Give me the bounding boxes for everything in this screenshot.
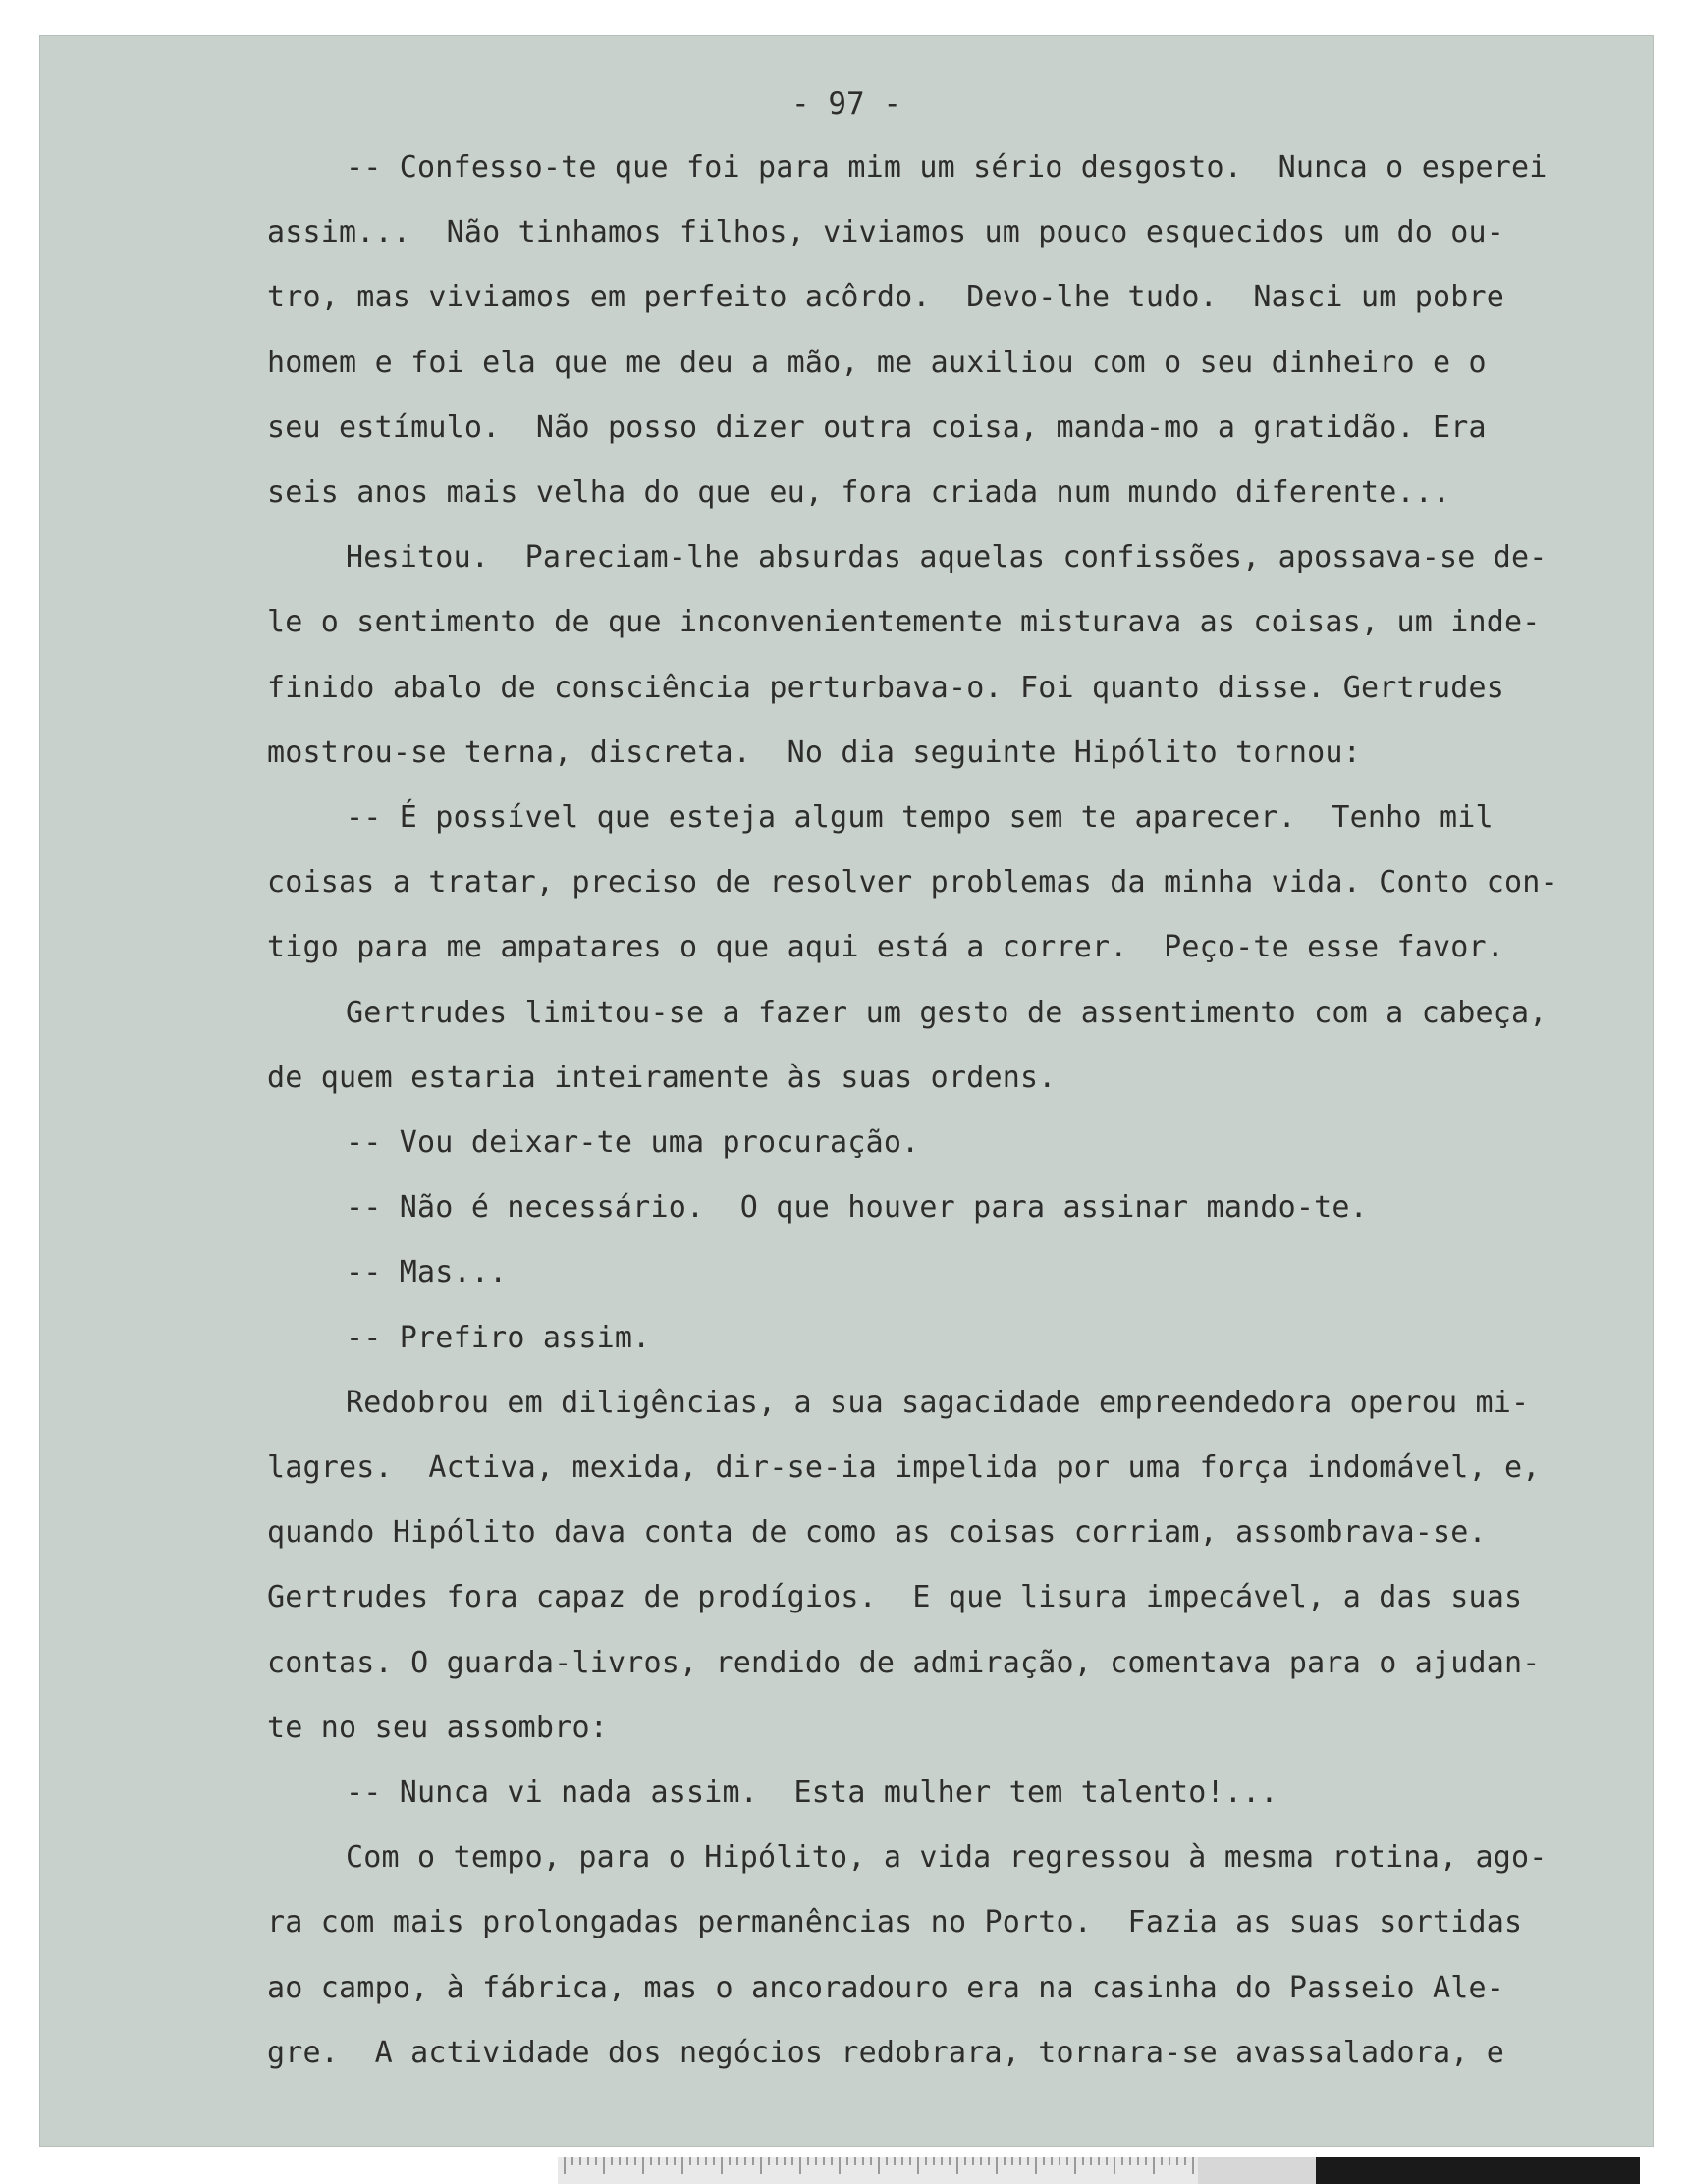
ruler-tick — [980, 2157, 982, 2165]
text-line: -- Mas... — [346, 1255, 508, 1290]
ruler-tick — [760, 2157, 762, 2174]
text-line: seu estímulo. Não posso dizer outra coisa, manda-mo a gratidão. Era — [267, 410, 1487, 445]
ruler-tick — [925, 2157, 927, 2165]
ruler-tick — [901, 2157, 903, 2165]
typewritten-page — [39, 35, 1654, 2147]
ruler-tick — [626, 2157, 628, 2165]
ruler-tick — [744, 2157, 746, 2165]
text-line: homem e foi ela que me deu a mão, me auxiliou com o seu dinheiro e o — [267, 345, 1487, 380]
ruler-tick — [595, 2157, 597, 2165]
ruler-tick — [1035, 2157, 1037, 2174]
ruler-tick — [846, 2157, 848, 2165]
ruler-tick — [941, 2157, 943, 2165]
ruler-grey-block — [1198, 2157, 1316, 2184]
text-line: -- Não é necessário. O que houver para assinar mando-te. — [346, 1190, 1368, 1226]
text-line: assim... Não tinhamos filhos, viviamos um pouco esquecidos um do ou- — [267, 215, 1505, 250]
ruler-tick — [839, 2157, 841, 2174]
ruler-tick — [799, 2157, 801, 2174]
text-line: mostrou-se terna, discreta. No dia seguinte Hipólito tornou: — [267, 735, 1361, 770]
ruler-tick — [768, 2157, 770, 2165]
ruler-tick — [956, 2157, 958, 2174]
ruler-tick — [650, 2157, 652, 2165]
ruler-tick — [996, 2157, 998, 2174]
ruler-tick — [1137, 2157, 1139, 2165]
ruler-tick — [611, 2157, 613, 2165]
ruler-tick — [1051, 2157, 1053, 2165]
text-line: lagres. Activa, mexida, dir-se-ia impelida por uma força indomável, e, — [267, 1450, 1541, 1485]
ruler-tick — [917, 2157, 919, 2174]
ruler-tick — [1106, 2157, 1108, 2165]
text-line: coisas a tratar, preciso de resolver problemas da minha vida. Conto con- — [267, 865, 1558, 901]
ruler-tick — [713, 2157, 715, 2165]
ruler-tick — [1066, 2157, 1068, 2165]
text-line: -- Nunca vi nada assim. Esta mulher tem talento!... — [346, 1775, 1278, 1810]
ruler-tick — [619, 2157, 621, 2165]
ruler-tick — [1011, 2157, 1013, 2165]
ruler-tick — [784, 2157, 786, 2165]
ruler-tick — [579, 2157, 581, 2165]
text-line: quando Hipólito dava conta de como as coisas corriam, assombrava-se. — [267, 1515, 1487, 1551]
text-line: Redobrou em diligências, a sua sagacidade empreendedora operou mi- — [346, 1385, 1530, 1420]
ruler-tick — [933, 2157, 935, 2165]
scale-ruler — [558, 2157, 1640, 2184]
text-line: contas. O guarda-livros, rendido de admiração, comentava para o ajudan- — [267, 1645, 1541, 1680]
ruler-tick — [1027, 2157, 1029, 2165]
ruler-tick — [1192, 2157, 1194, 2174]
text-line: ra com mais prolongadas permanências no Porto. Fazia as suas sortidas — [267, 1905, 1523, 1940]
text-line: Gertrudes limitou-se a fazer um gesto de assentimento com a cabeça, — [346, 995, 1548, 1030]
text-line: finido abalo de consciência perturbava-o. Foi quanto disse. Gertrudes — [267, 670, 1505, 705]
ruler-tick — [1145, 2157, 1147, 2165]
text-line: de quem estaria inteiramente às suas ordens. — [267, 1060, 1057, 1095]
ruler-tick — [1153, 2157, 1155, 2174]
ruler-tick — [831, 2157, 833, 2165]
ruler-tick — [674, 2157, 676, 2165]
text-line: Gertrudes fora capaz de prodígios. E que lisura impecável, a das suas — [267, 1580, 1523, 1615]
page-number: - 97 - — [791, 86, 901, 122]
text-line: tigo para me ampatares o que aqui está a correr. Peço-te esse favor. — [267, 930, 1505, 965]
ruler-tick — [1090, 2157, 1092, 2165]
ruler-tick — [791, 2157, 793, 2165]
text-line: gre. A actividade dos negócios redobrara, tornara-se avassaladora, e — [267, 2035, 1505, 2070]
ruler-tick — [642, 2157, 644, 2174]
ruler-tick — [878, 2157, 880, 2174]
ruler-tick — [1121, 2157, 1123, 2165]
ruler-tick — [658, 2157, 660, 2165]
ruler-tick — [705, 2157, 707, 2165]
ruler-tick — [886, 2157, 888, 2165]
ruler-tick — [681, 2157, 683, 2174]
ruler-tick — [972, 2157, 974, 2165]
ruler-tick — [729, 2157, 731, 2165]
ruler-tick — [752, 2157, 754, 2165]
ruler-tick — [1043, 2157, 1045, 2165]
ruler-tick — [1129, 2157, 1131, 2165]
text-line: te no seu assombro: — [267, 1710, 608, 1745]
ruler-tick — [666, 2157, 668, 2165]
ruler-tick — [697, 2157, 699, 2165]
text-line: seis anos mais velha do que eu, fora criada num mundo diferente... — [267, 475, 1451, 510]
text-line: -- É possível que esteja algum tempo sem te aparecer. Tenho mil — [346, 800, 1494, 835]
text-line: -- Confesso-te que foi para mim um sério desgosto. Nunca o esperei — [346, 150, 1548, 185]
ruler-tick — [736, 2157, 738, 2165]
ruler-tick — [949, 2157, 951, 2165]
ruler-tick — [854, 2157, 856, 2165]
ruler-tick — [815, 2157, 817, 2165]
ruler-tick — [776, 2157, 778, 2165]
ruler-tick — [1114, 2157, 1115, 2174]
ruler-tick — [1184, 2157, 1186, 2165]
ruler-tick — [689, 2157, 691, 2165]
ruler-tick — [862, 2157, 864, 2165]
ruler-tick — [988, 2157, 990, 2165]
ruler-tick — [964, 2157, 966, 2165]
ruler-tick — [571, 2157, 573, 2165]
ruler-tick — [894, 2157, 896, 2165]
ruler-tick — [1176, 2157, 1178, 2165]
text-line: Com o tempo, para o Hipólito, a vida regressou à mesma rotina, ago- — [346, 1840, 1548, 1876]
ruler-tick — [870, 2157, 872, 2165]
text-line: le o sentimento de que inconvenientemente misturava as coisas, um inde- — [267, 605, 1541, 640]
ruler-tick — [1004, 2157, 1006, 2165]
ruler-tick — [1169, 2157, 1170, 2165]
ruler-tick — [603, 2157, 605, 2174]
ruler-tick — [909, 2157, 911, 2165]
ruler-tick — [823, 2157, 825, 2165]
ruler-tick — [1059, 2157, 1060, 2165]
text-line: Hesitou. Pareciam-lhe absurdas aquelas confissões, apossava-se de- — [346, 540, 1548, 575]
ruler-tick — [587, 2157, 589, 2165]
ruler-tick — [1161, 2157, 1163, 2165]
text-line: -- Prefiro assim. — [346, 1320, 651, 1355]
ruler-tick — [721, 2157, 723, 2174]
text-line: ao campo, à fábrica, mas o ancoradouro era na casinha do Passeio Ale- — [267, 1970, 1505, 2005]
ruler-tick — [564, 2157, 566, 2174]
text-line: tro, mas viviamos em perfeito acôrdo. Devo-lhe tudo. Nasci um pobre — [267, 280, 1505, 315]
ruler-tick — [634, 2157, 636, 2165]
ruler-black-block — [1316, 2157, 1640, 2184]
ruler-tick — [1082, 2157, 1084, 2165]
text-line: -- Vou deixar-te uma procuração. — [346, 1125, 920, 1160]
ruler-tick — [1074, 2157, 1076, 2174]
ruler-tick — [1098, 2157, 1100, 2165]
ruler-tick — [1019, 2157, 1021, 2165]
ruler-tick — [807, 2157, 809, 2165]
